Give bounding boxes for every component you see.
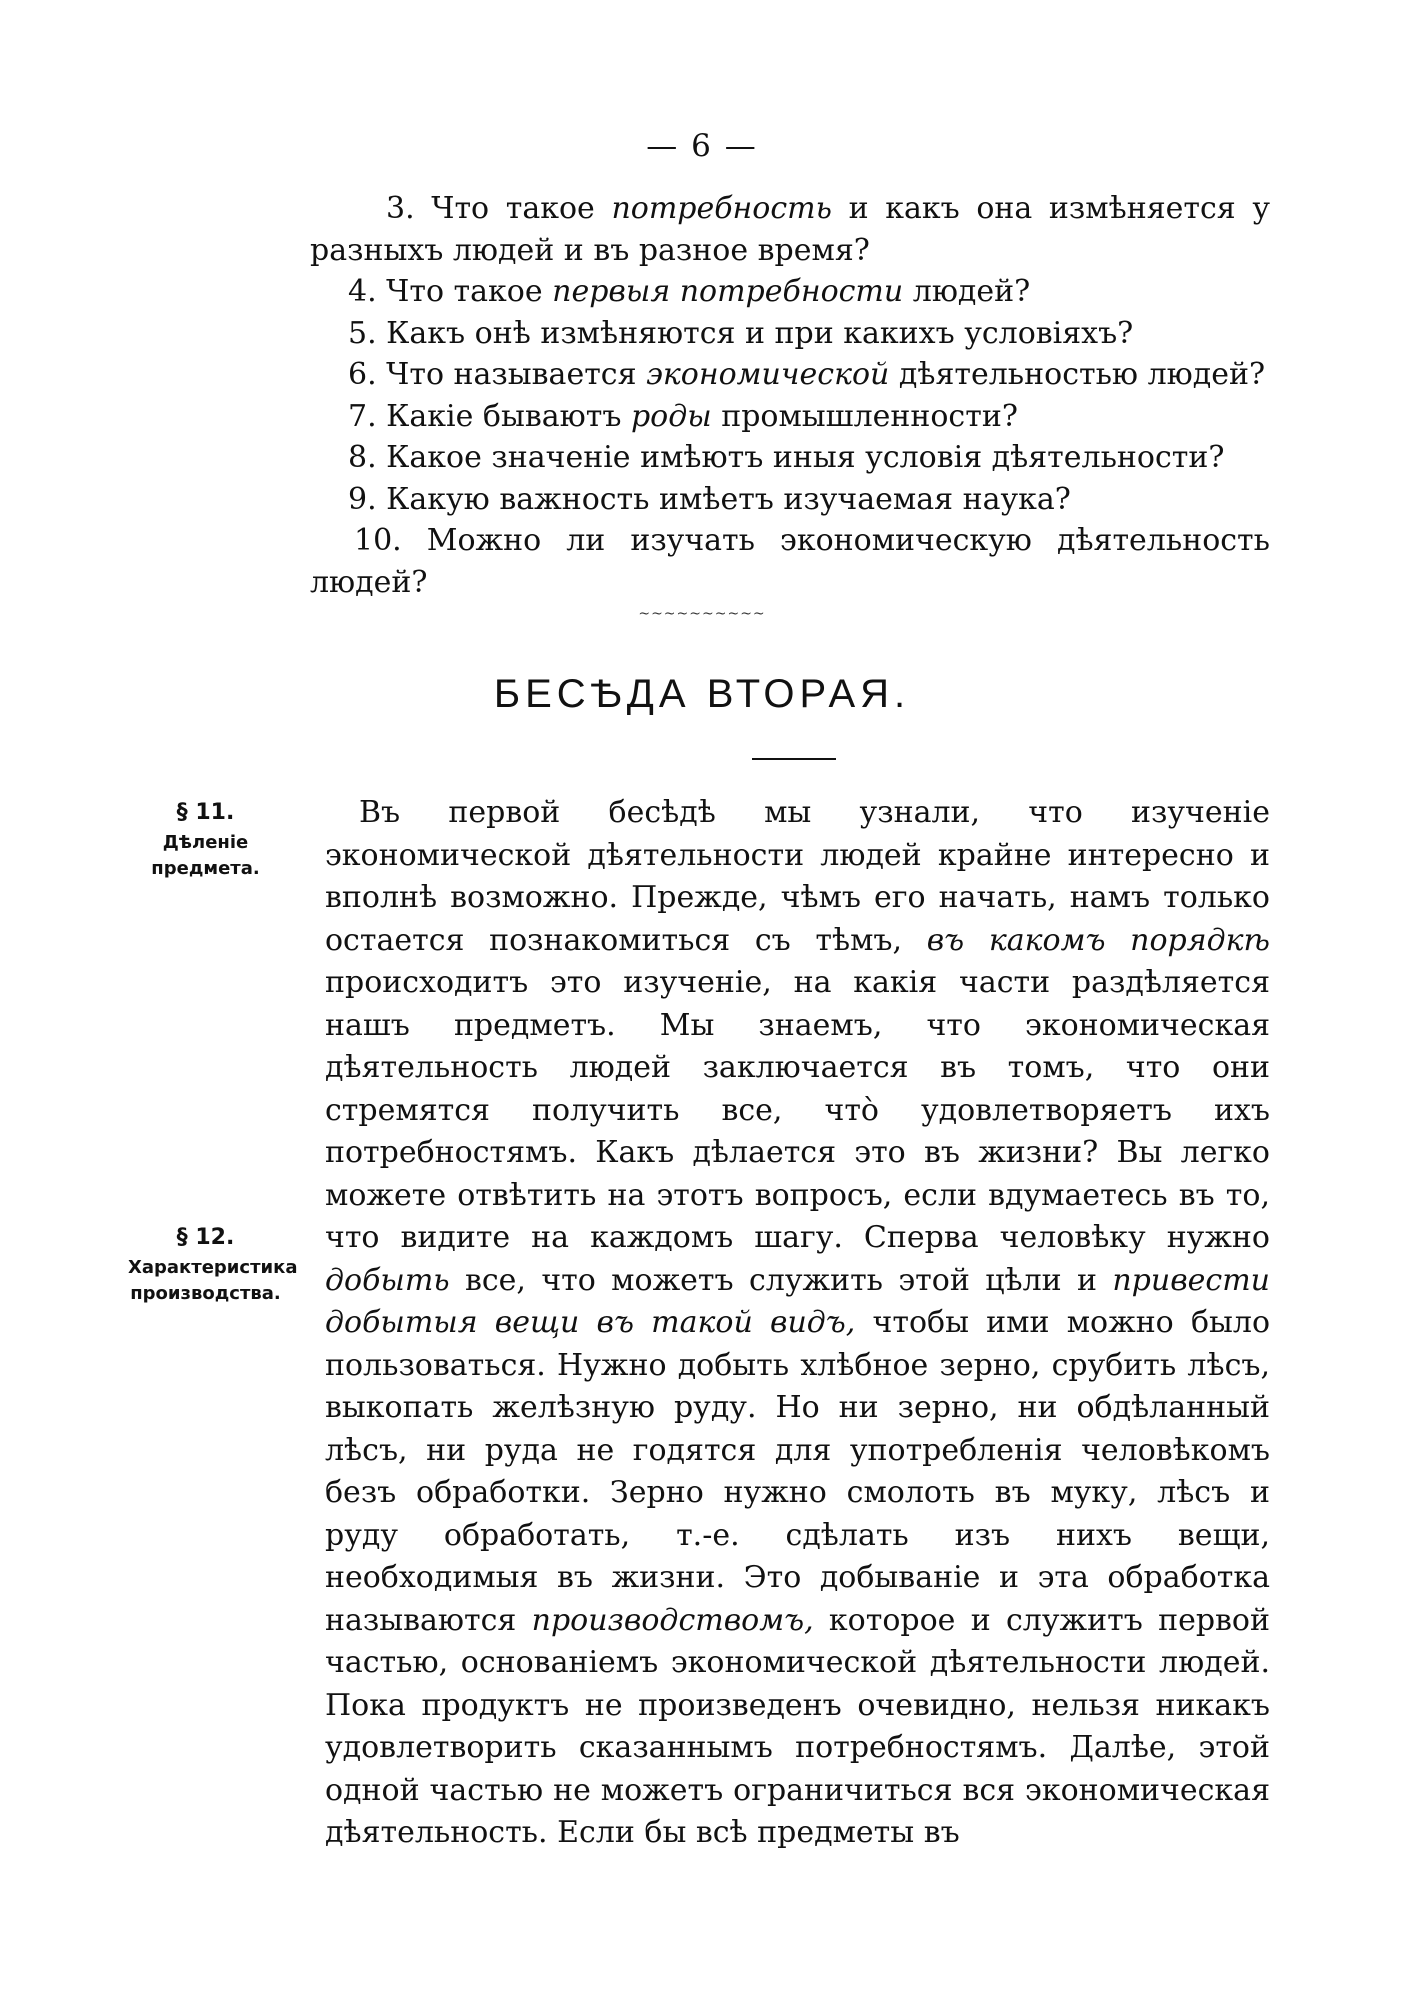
question-number: 6. [348,357,377,392]
body-emphasis: добыть [325,1262,450,1298]
question-8 [310,437,1270,479]
question-number: 4. [348,274,377,309]
section-number: § 11. [176,800,235,825]
question-text: Какую важность имѣетъ изучаемая наука? [376,481,1071,517]
question-text: и какъ она измѣняется у разныхъ людей и въ разное время? [310,191,1270,268]
question-text: промышленности? [711,398,1018,434]
question-text: Можно ли изучать экономическую дѣятельность людей? [310,523,1270,600]
margin-note-section-12 [128,1225,298,1307]
question-5 [310,313,1270,355]
body-emphasis: привести добытыя вещи въ такой видъ, [325,1262,1270,1340]
body-text-run: Въ первой бесѣдѣ мы узнали, что изученіе экономической дѣятельности людей крайне интересно и вполнѣ возможно. Прежде, чѣмъ его начать, намъ только остается познакомиться съ тѣмъ, [325,795,1270,958]
question-number: 8. [348,440,377,475]
question-10 [310,520,1270,603]
question-text: Какіе бываютъ [376,398,631,434]
question-number: 5. [348,315,377,351]
margin-note-section-11 [128,800,283,882]
body-text-run: которое и служитъ первой частью, основаніемъ экономической дѣятельности людей. Пока продуктъ не произведенъ очевидно, нельзя никакъ удовлетворить сказаннымъ потребностямъ. Далѣе, этой одной частью не можетъ ограничиться вся экономическая дѣятельность. Если бы всѣ предметы въ [325,1602,1270,1850]
questions-list [310,188,1270,603]
body-text-run: чтобы ими можно было пользоваться. Нужно добыть хлѣбное зерно, срубить лѣсъ, выкопать желѣзную руду. Но ни зерно, ни обдѣланный лѣсъ, ни руда не годятся для употребленія человѣкомъ безъ обработки. Зерно нужно смолоть въ муку, лѣсъ и руду обработать, т.-е. сдѣлать изъ нихъ вещи, необходимыя въ жизни. Это добываніе и эта обработка называются [325,1305,1271,1638]
question-6 [310,354,1270,396]
section-number: § 12. [176,1225,235,1250]
body-emphasis: производствомъ, [531,1602,814,1638]
question-emphasis: потребность [611,191,832,226]
question-number: 10. [354,523,402,558]
question-number: 3. [386,191,415,226]
section-caption: Характеристика производства. [128,1257,298,1304]
chapter-title: БЕСѢДА ВТОРАЯ. [493,672,911,716]
question-text: Какое значеніе имѣютъ иныя условія дѣятельности? [376,440,1225,475]
section-caption: Дѣленіе предмета. [151,832,260,879]
page-number: — 6 — [646,128,758,164]
body-emphasis: въ какомъ порядкѣ [926,922,1270,958]
question-3 [310,188,1270,271]
question-number: 9. [348,481,377,517]
question-4 [310,271,1270,313]
question-text: Что называется [376,357,647,392]
title-rule [752,758,836,760]
question-9 [310,479,1270,521]
question-emphasis: роды [630,398,712,434]
question-text: Какъ онѣ измѣняются и при какихъ условіяхъ? [376,315,1134,351]
body-text-run: происходитъ это изученіе, на какія части раздѣляется нашъ предметъ. Мы знаемъ, что экономическая дѣятельность людей заключается въ томъ, что они стремятся получить все, что̀ удовлетворяетъ ихъ потребностямъ. Какъ дѣлается это въ жизни? Вы легко можете отвѣтить на этотъ вопросъ, если вдумаетесь въ то, что видите на каждомъ шагу. Сперва человѣку нужно [325,965,1270,1255]
question-text: дѣятельностью людей? [889,357,1266,392]
question-text: людей? [903,274,1031,309]
body-text-run: все, что можетъ служить этой цѣли и [449,1262,1113,1298]
question-emphasis: экономической [646,357,890,392]
ornament-divider: ~~~~~~~~~~ [638,606,766,622]
question-number: 7. [348,398,377,434]
question-text: Что такое [376,274,553,309]
question-7 [310,396,1270,438]
body-paragraph [325,792,1270,1855]
question-text: Что такое [414,191,612,226]
question-emphasis: первыя потребности [552,274,904,309]
